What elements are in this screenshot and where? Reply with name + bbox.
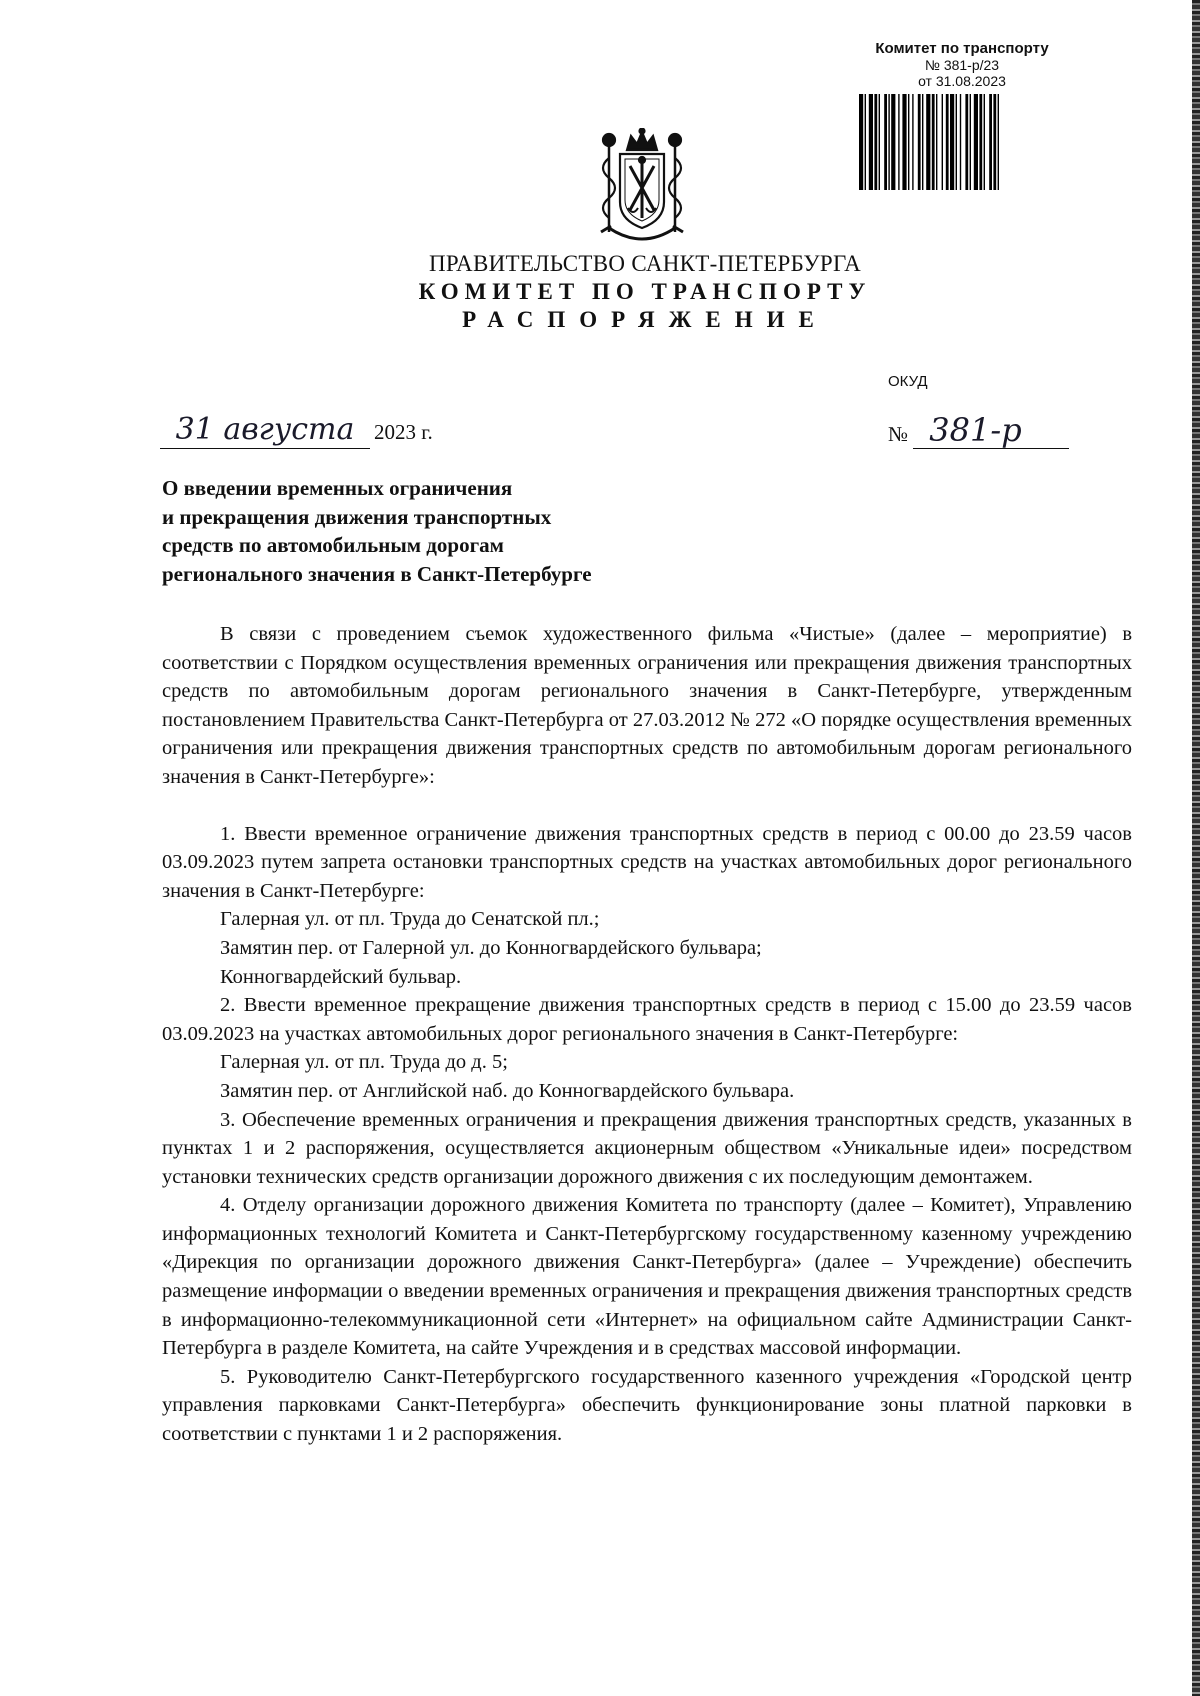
stamp-number: № 381-р/23	[924, 57, 1000, 73]
document-header	[395, 250, 895, 334]
barcode-bar	[965, 94, 968, 190]
barcode-bar	[998, 94, 999, 190]
barcode-bar	[970, 94, 971, 190]
item-2-street: Галерная ул. от пл. Труда до д. 5;	[220, 1051, 508, 1074]
scan-edge	[1192, 0, 1200, 1696]
item-1-street: Галерная ул. от пл. Труда до Сенатской пл.;	[220, 908, 600, 931]
barcode-bar	[974, 94, 978, 190]
document-subject	[162, 474, 722, 588]
item-1-paragraph: 1. Ввести временное ограничение движения транспортных средств в период с 00.00 до 23.59 часов 03.09.2023 путем запрета остановки транспортных средств на участках автомобильных дорог регионального значения в Санкт-Петербурге:	[162, 822, 1132, 902]
barcode-bar	[950, 94, 954, 190]
item-2-street: Замятин пер. от Английской наб. до Конногвардейского бульвара.	[220, 1079, 795, 1102]
item-5-paragraph: 5. Руководителю Санкт-Петербургского государственного казенного учреждения «Городской центр управления парковками Санкт-Петербурга» обеспечить функционирование зоны платной парковки в соответствии с пунктами 1 и 2 распоряжения.	[162, 1365, 1132, 1446]
barcode-bar	[936, 94, 937, 190]
barcode-bar	[908, 94, 909, 190]
barcode-bar	[993, 94, 996, 190]
barcode-bar	[891, 94, 895, 190]
handwritten-number: 381-р	[913, 412, 1069, 449]
barcode-bar	[874, 94, 877, 190]
okud-label: ОКУД	[888, 373, 928, 390]
barcode-bar	[898, 94, 899, 190]
date-year: 2023 г.	[374, 420, 433, 444]
document-type: РАСПОРЯЖЕНИЕ	[462, 307, 828, 332]
item-4-paragraph: 4. Отделу организации дорожного движения Комитета по транспорту (далее – Комитет), Управлению информационных технологий Комитета и Санкт-Петербургскому государственному казенному учреждению «Дирекция по организации дорожного движения Санкт-Петербурга» (далее – Учреждение) обеспечить размещение информации о введении временных ограничения и прекращения движения транспортных средств в информационно-телекоммуникационной сети «Интернет» на официальном сайте Администрации Санкт-Петербурга в разделе Комитета, на сайте Учреждения и в средствах массовой информации.	[162, 1194, 1132, 1360]
registration-stamp	[846, 40, 1078, 190]
committee-title: КОМИТЕТ ПО ТРАНСПОРТУ	[418, 279, 872, 304]
document-number	[888, 412, 1069, 449]
number-prefix: №	[888, 422, 909, 446]
item-1-street: Конногвардейский бульвар.	[220, 965, 462, 988]
barcode-bar	[932, 94, 935, 190]
preamble-paragraph: В связи с проведением съемок художественного фильма «Чистые» (далее – мероприятие) в соответствии с Порядком осуществления временных ограничения или прекращения движения транспортных средств по автомобильным дорогам регионального значения в Санкт-Петербурге, утвержденным постановлением Правительства Санкт-Петербурга от 27.03.2012 № 272 «О порядке осуществления временных ограничения или прекращения движения транспортных средств по автомобильным дорогам регионального значения в Санкт-Петербурге»:	[162, 623, 1132, 788]
barcode-bar	[926, 94, 930, 190]
subject-line: и прекращения движения транспортных	[162, 504, 552, 529]
subject-line: О введении временных ограничения	[162, 476, 513, 500]
government-title: ПРАВИТЕЛЬСТВО САНКТ-ПЕТЕРБУРГА	[428, 251, 862, 276]
item-3-paragraph: 3. Обеспечение временных ограничения и прекращения движения транспортных средств, указанных в пунктах 1 и 2 распоряжения, осуществляется акционерным обществом «Уникальные идеи» посредством установки технических средств организации дорожного движения с их последующим демонтажем.	[162, 1108, 1132, 1188]
barcode-bar	[946, 94, 949, 190]
barcode-bar	[918, 94, 921, 190]
barcode-bar	[984, 94, 985, 190]
item-2-paragraph: 2. Ввести временное прекращение движения транспортных средств в период с 15.00 до 23.59 часов 03.09.2023 на участках автомобильных дорог регионального значения в Санкт-Петербурге:	[162, 994, 1132, 1045]
barcode-bar	[956, 94, 957, 190]
stamp-org: Комитет по транспорту	[875, 40, 1049, 57]
stamp-date: от 31.08.2023	[918, 73, 1006, 89]
barcode-bar	[859, 94, 863, 190]
st-petersburg-coat-of-arms-icon	[587, 128, 697, 246]
document-body	[162, 620, 1132, 1449]
barcode-bar	[869, 94, 873, 190]
barcode-icon	[859, 94, 1065, 190]
barcode-bar	[960, 94, 961, 190]
barcode-bar	[989, 94, 992, 190]
item-1-street: Замятин пер. от Галерной ул. до Конногвардейского бульвара;	[220, 936, 762, 959]
barcode-bar	[912, 94, 913, 190]
barcode-bar	[902, 94, 906, 190]
barcode-bar	[942, 94, 943, 190]
handwritten-date: 31 августа	[160, 412, 370, 449]
barcode-bar	[884, 94, 887, 190]
subject-line: регионального значения в Санкт-Петербурге	[162, 561, 592, 586]
subject-line: средств по автомобильным дорогам	[162, 533, 504, 557]
barcode-bar	[888, 94, 889, 190]
barcode-bar	[879, 94, 880, 190]
barcode-bar	[979, 94, 982, 190]
barcode-bar	[922, 94, 923, 190]
document-date	[160, 412, 433, 452]
barcode-bar	[865, 94, 866, 190]
